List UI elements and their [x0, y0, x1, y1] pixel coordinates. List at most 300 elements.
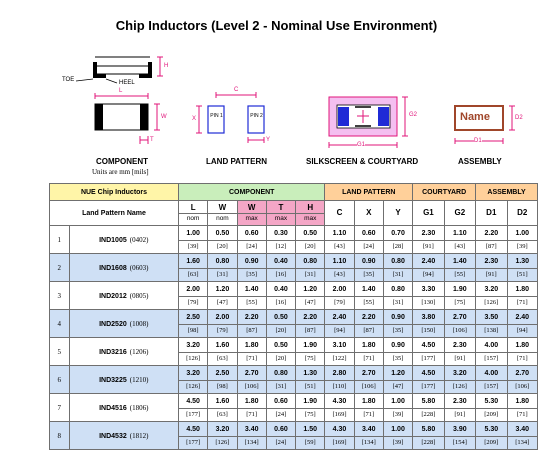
row-number: 2 [50, 254, 70, 282]
value-cell [296, 366, 325, 394]
column-header-sub: max [267, 213, 295, 224]
value-mm: 5.80 [413, 395, 443, 409]
value-mils: [71] [246, 411, 258, 418]
value-mils: [39] [187, 243, 199, 250]
value-mils: [71] [363, 411, 375, 418]
value-mils: [59] [304, 439, 316, 446]
value-cell [444, 394, 475, 422]
value-mils: [35] [392, 327, 404, 334]
value-cell [476, 226, 507, 254]
value-cell [296, 282, 325, 310]
value-mils: [71] [363, 355, 375, 362]
value-mm: 3.20 [476, 283, 506, 297]
value-mm: 4.30 [325, 423, 353, 437]
table-row [50, 226, 538, 254]
value-mils: [106] [515, 383, 530, 390]
part-name: IND4532 [99, 432, 127, 440]
value-cell [179, 366, 208, 394]
value-cell [266, 282, 295, 310]
value-cell [354, 338, 383, 366]
value-mils: [39] [392, 411, 404, 418]
value-mils: [79] [187, 299, 199, 306]
value-cell [444, 282, 475, 310]
value-mils: [87] [246, 327, 258, 334]
value-cell [383, 338, 412, 366]
part-size: (1206) [129, 347, 149, 356]
value-cell [476, 254, 507, 282]
value-mm: 2.70 [355, 367, 383, 381]
value-cell [266, 422, 295, 450]
value-mils: [20] [216, 243, 228, 250]
value-cell [413, 394, 444, 422]
value-mm: 5.80 [413, 423, 443, 437]
value-cell [325, 226, 354, 254]
value-mm: 1.80 [508, 395, 537, 409]
value-cell [383, 254, 412, 282]
group-header-courtyard: COURTYARD [413, 184, 476, 201]
value-cell [413, 422, 444, 450]
value-cell [325, 338, 354, 366]
value-mm: 2.00 [208, 311, 236, 325]
row-number: 7 [50, 394, 70, 422]
value-cell [208, 394, 237, 422]
value-mm: 4.50 [179, 423, 207, 437]
value-mils: [35] [246, 271, 258, 278]
column-header [296, 201, 325, 226]
value-mils: [122] [332, 355, 347, 362]
value-mils: [47] [216, 299, 228, 306]
value-mm: 0.70 [384, 227, 412, 241]
value-mils: [51] [516, 271, 528, 278]
value-mils: [110] [332, 383, 347, 390]
table-row [50, 338, 538, 366]
row-number: 8 [50, 422, 70, 450]
value-mm: 2.20 [476, 227, 506, 241]
value-mm: 3.40 [508, 423, 537, 437]
column-header [325, 201, 354, 226]
value-mils: [63] [216, 355, 228, 362]
value-mm: 0.50 [296, 227, 324, 241]
value-mm: 4.00 [476, 339, 506, 353]
part-name: IND4516 [99, 404, 127, 412]
part-name-cell [69, 422, 179, 450]
value-cell [354, 310, 383, 338]
value-mm: 1.10 [445, 227, 475, 241]
value-mm: 4.50 [413, 367, 443, 381]
value-cell [507, 254, 537, 282]
value-mils: [126] [186, 355, 201, 362]
section-label-component: COMPONENT [96, 157, 148, 166]
table-row [50, 422, 538, 450]
column-header-label: X [366, 208, 372, 217]
part-size: (0603) [129, 263, 149, 272]
value-mm: 3.50 [476, 311, 506, 325]
value-mils: [47] [304, 299, 316, 306]
value-cell [325, 366, 354, 394]
value-mils: [106] [244, 383, 259, 390]
value-mils: [43] [454, 243, 466, 250]
value-mm: 5.30 [476, 395, 506, 409]
value-mm: 0.80 [384, 255, 412, 269]
part-size: (1806) [129, 403, 149, 412]
column-header-label: Y [395, 208, 401, 217]
value-cell [237, 338, 266, 366]
value-cell [208, 366, 237, 394]
column-header-label: H [307, 203, 314, 212]
value-mm: 1.80 [238, 395, 266, 409]
value-cell [296, 226, 325, 254]
value-mm: 0.90 [384, 339, 412, 353]
value-mils: [35] [363, 271, 375, 278]
value-mm: 3.20 [445, 367, 475, 381]
value-mils: [71] [246, 355, 258, 362]
value-mm: 0.80 [267, 367, 295, 381]
value-mils: [177] [186, 411, 201, 418]
value-mils: [91] [454, 411, 466, 418]
assembly-name-label: Name [460, 111, 490, 123]
value-mm: 2.20 [355, 311, 383, 325]
value-mils: [55] [246, 299, 258, 306]
column-header-sub: max [238, 213, 266, 224]
value-mm: 3.40 [355, 423, 383, 437]
value-cell [383, 310, 412, 338]
value-mils: [87] [304, 327, 316, 334]
value-cell [237, 310, 266, 338]
value-cell [507, 226, 537, 254]
value-mils: [35] [392, 355, 404, 362]
value-mils: [228] [421, 439, 436, 446]
part-name: IND2012 [99, 292, 127, 300]
value-mils: [150] [421, 327, 436, 334]
value-mils: [12] [275, 243, 287, 250]
value-mm: 2.50 [208, 367, 236, 381]
value-mils: [126] [186, 383, 201, 390]
land-pattern-name-header: Land Pattern Name [50, 201, 179, 226]
value-mils: [71] [516, 355, 528, 362]
value-mm: 1.30 [508, 255, 537, 269]
value-mils: [39] [392, 439, 404, 446]
value-mils: [177] [421, 383, 436, 390]
column-header [354, 201, 383, 226]
value-cell [237, 394, 266, 422]
value-mm: 2.00 [179, 283, 207, 297]
value-cell [413, 310, 444, 338]
value-mm: 2.40 [413, 255, 443, 269]
value-mm: 0.60 [355, 227, 383, 241]
value-cell [476, 282, 507, 310]
value-mm: 1.80 [355, 395, 383, 409]
column-header-label: D1 [486, 208, 497, 217]
value-mm: 3.80 [413, 311, 443, 325]
value-mm: 1.40 [355, 283, 383, 297]
value-mils: [24] [246, 243, 258, 250]
value-cell [296, 394, 325, 422]
value-cell [413, 254, 444, 282]
value-mm: 1.80 [508, 339, 537, 353]
value-mm: 1.90 [445, 283, 475, 297]
column-header [507, 201, 537, 226]
value-mils: [106] [361, 383, 376, 390]
column-header [208, 201, 237, 226]
toe-label: TOE [62, 77, 75, 83]
value-mm: 1.50 [296, 423, 324, 437]
value-mm: 2.20 [238, 311, 266, 325]
value-mm: 2.00 [325, 283, 353, 297]
value-mils: [94] [422, 271, 434, 278]
value-mils: [43] [334, 271, 345, 278]
value-mils: [51] [304, 383, 316, 390]
part-name: IND3225 [99, 376, 127, 384]
column-header [444, 201, 475, 226]
value-mm: 0.30 [267, 227, 295, 241]
value-mm: 3.20 [208, 423, 236, 437]
value-cell [413, 282, 444, 310]
value-mils: [91] [485, 271, 497, 278]
value-cell [296, 254, 325, 282]
column-header-label: C [336, 208, 343, 217]
value-cell [507, 282, 537, 310]
column-header-label: W [218, 203, 227, 212]
value-cell [179, 394, 208, 422]
value-mils: [16] [275, 299, 287, 306]
units-note: Units are mm [mils] [92, 168, 149, 176]
value-mils: [24] [275, 411, 287, 418]
row-number: 4 [50, 310, 70, 338]
value-mils: [209] [484, 411, 499, 418]
part-name: IND1608 [99, 264, 127, 272]
column-header-label: L [190, 203, 196, 212]
value-mils: [16] [275, 271, 287, 278]
part-size: (1008) [129, 319, 149, 328]
value-mm: 1.00 [384, 395, 412, 409]
w-label: W [161, 114, 167, 120]
value-mm: 0.50 [208, 227, 236, 241]
value-cell [354, 422, 383, 450]
value-mils: [47] [392, 383, 404, 390]
value-cell [208, 226, 237, 254]
value-mm: 0.50 [267, 311, 295, 325]
value-cell [383, 366, 412, 394]
value-mm: 1.20 [384, 367, 412, 381]
value-mm: 2.20 [296, 311, 324, 325]
part-name-cell [69, 226, 179, 254]
heel-label: HEEL [119, 80, 135, 86]
part-name-cell [69, 366, 179, 394]
value-mm: 2.30 [445, 395, 475, 409]
value-mm: 1.00 [384, 423, 412, 437]
value-cell [237, 282, 266, 310]
value-mm: 2.70 [508, 367, 537, 381]
value-cell [444, 338, 475, 366]
row-number: 6 [50, 366, 70, 394]
value-mm: 1.80 [355, 339, 383, 353]
table-row [50, 254, 538, 282]
value-cell [296, 310, 325, 338]
part-size: (1812) [129, 431, 149, 440]
column-header-label: D2 [517, 208, 528, 217]
value-mils: [177] [186, 439, 201, 446]
value-cell [296, 338, 325, 366]
value-cell [476, 394, 507, 422]
value-mm: 1.00 [508, 227, 537, 241]
value-cell [383, 226, 412, 254]
page-title: Chip Inductors (Level 2 - Nominal Use Environment) [115, 18, 438, 33]
value-cell [476, 422, 507, 450]
value-mm: 3.30 [413, 283, 443, 297]
section-label-assembly: ASSEMBLY [458, 157, 502, 166]
group-header-name: NUE Chip Inductors [50, 184, 179, 201]
column-header-label: G2 [454, 208, 466, 217]
value-mils: [31] [392, 299, 404, 306]
value-mils: [169] [332, 411, 347, 418]
value-cell [476, 310, 507, 338]
value-mils: [138] [484, 327, 499, 334]
value-cell [413, 366, 444, 394]
value-mils: [126] [215, 439, 230, 446]
value-mm: 1.60 [208, 339, 236, 353]
value-mils: [87] [485, 243, 497, 250]
value-cell [444, 310, 475, 338]
value-mm: 1.80 [238, 339, 266, 353]
value-mils: [79] [216, 327, 228, 334]
value-cell [325, 394, 354, 422]
value-mm: 2.40 [325, 311, 353, 325]
value-mils: [79] [334, 299, 345, 306]
value-mils: [169] [332, 439, 347, 446]
value-mils: [55] [363, 299, 375, 306]
value-cell [266, 226, 295, 254]
value-cell [179, 422, 208, 450]
value-cell [444, 422, 475, 450]
value-mils: [31] [216, 271, 228, 278]
value-mils: [98] [187, 327, 199, 334]
g1-label: G1 [357, 142, 366, 148]
value-cell [354, 394, 383, 422]
value-mils: [157] [484, 355, 499, 362]
value-mils: [75] [304, 355, 316, 362]
column-header-label: G1 [423, 208, 434, 217]
value-mm: 0.60 [238, 227, 266, 241]
section-label-land-pattern: LAND PATTERN [206, 157, 268, 166]
column-header [179, 201, 208, 226]
value-mils: [157] [484, 383, 499, 390]
value-mm: 1.10 [325, 255, 353, 269]
value-mils: [98] [216, 383, 228, 390]
value-cell [325, 282, 354, 310]
value-mils: [209] [484, 439, 499, 446]
value-mils: [20] [275, 355, 287, 362]
value-mm: 4.00 [476, 367, 506, 381]
value-cell [237, 254, 266, 282]
value-mils: [63] [216, 411, 228, 418]
part-name: IND3216 [99, 348, 127, 356]
part-name-cell [69, 394, 179, 422]
value-mils: [20] [275, 327, 287, 334]
value-cell [354, 254, 383, 282]
value-mils: [94] [334, 327, 345, 334]
value-cell [444, 226, 475, 254]
column-header [476, 201, 507, 226]
value-cell [444, 254, 475, 282]
value-cell [237, 226, 266, 254]
part-name-cell [69, 282, 179, 310]
t-label: T [150, 137, 154, 143]
value-mm: 0.60 [267, 395, 295, 409]
value-mils: [43] [334, 243, 345, 250]
value-mm: 1.60 [179, 255, 207, 269]
value-mils: [91] [422, 243, 434, 250]
part-name-cell [69, 254, 179, 282]
value-mm: 1.60 [208, 395, 236, 409]
value-cell [179, 310, 208, 338]
value-cell [507, 338, 537, 366]
value-cell [507, 310, 537, 338]
column-header [413, 201, 444, 226]
value-cell [354, 366, 383, 394]
value-mm: 1.20 [296, 283, 324, 297]
part-size: (0402) [129, 235, 149, 244]
value-cell [325, 310, 354, 338]
value-mils: [63] [187, 271, 199, 278]
column-header-label: W [247, 203, 256, 212]
value-cell [266, 366, 295, 394]
diagram-area [0, 0, 553, 180]
group-header-assembly: ASSEMBLY [476, 184, 538, 201]
value-cell [413, 226, 444, 254]
value-mm: 0.90 [355, 255, 383, 269]
value-cell [476, 338, 507, 366]
value-mm: 0.80 [384, 283, 412, 297]
value-mm: 3.20 [179, 367, 207, 381]
value-mm: 0.40 [267, 255, 295, 269]
value-cell [208, 338, 237, 366]
value-mils: [134] [515, 439, 530, 446]
pin2-label: PIN 2 [250, 113, 263, 119]
value-mils: [24] [275, 439, 287, 446]
value-cell [266, 254, 295, 282]
part-name: IND1005 [99, 236, 127, 244]
value-cell [296, 422, 325, 450]
value-mils: [126] [452, 383, 467, 390]
group-header-component: COMPONENT [179, 184, 325, 201]
value-mm: 2.50 [179, 311, 207, 325]
part-size: (1210) [129, 375, 149, 384]
x-label: X [192, 116, 197, 122]
g2-label: G2 [409, 112, 418, 118]
value-mils: [106] [452, 327, 467, 334]
c-label: C [234, 87, 239, 93]
value-cell [444, 366, 475, 394]
value-mm: 2.40 [508, 311, 537, 325]
value-cell [237, 422, 266, 450]
value-mm: 0.80 [296, 255, 324, 269]
value-mils: [126] [484, 299, 499, 306]
value-mm: 0.60 [267, 423, 295, 437]
value-mm: 0.90 [384, 311, 412, 325]
value-cell [383, 282, 412, 310]
value-cell [208, 282, 237, 310]
value-cell [413, 338, 444, 366]
value-mm: 5.30 [476, 423, 506, 437]
value-mm: 2.80 [325, 367, 353, 381]
value-mils: [177] [421, 355, 436, 362]
value-mils: [130] [421, 299, 436, 306]
value-cell [266, 310, 295, 338]
value-cell [325, 254, 354, 282]
value-mils: [75] [454, 299, 466, 306]
value-cell [476, 366, 507, 394]
value-mils: [94] [516, 327, 528, 334]
